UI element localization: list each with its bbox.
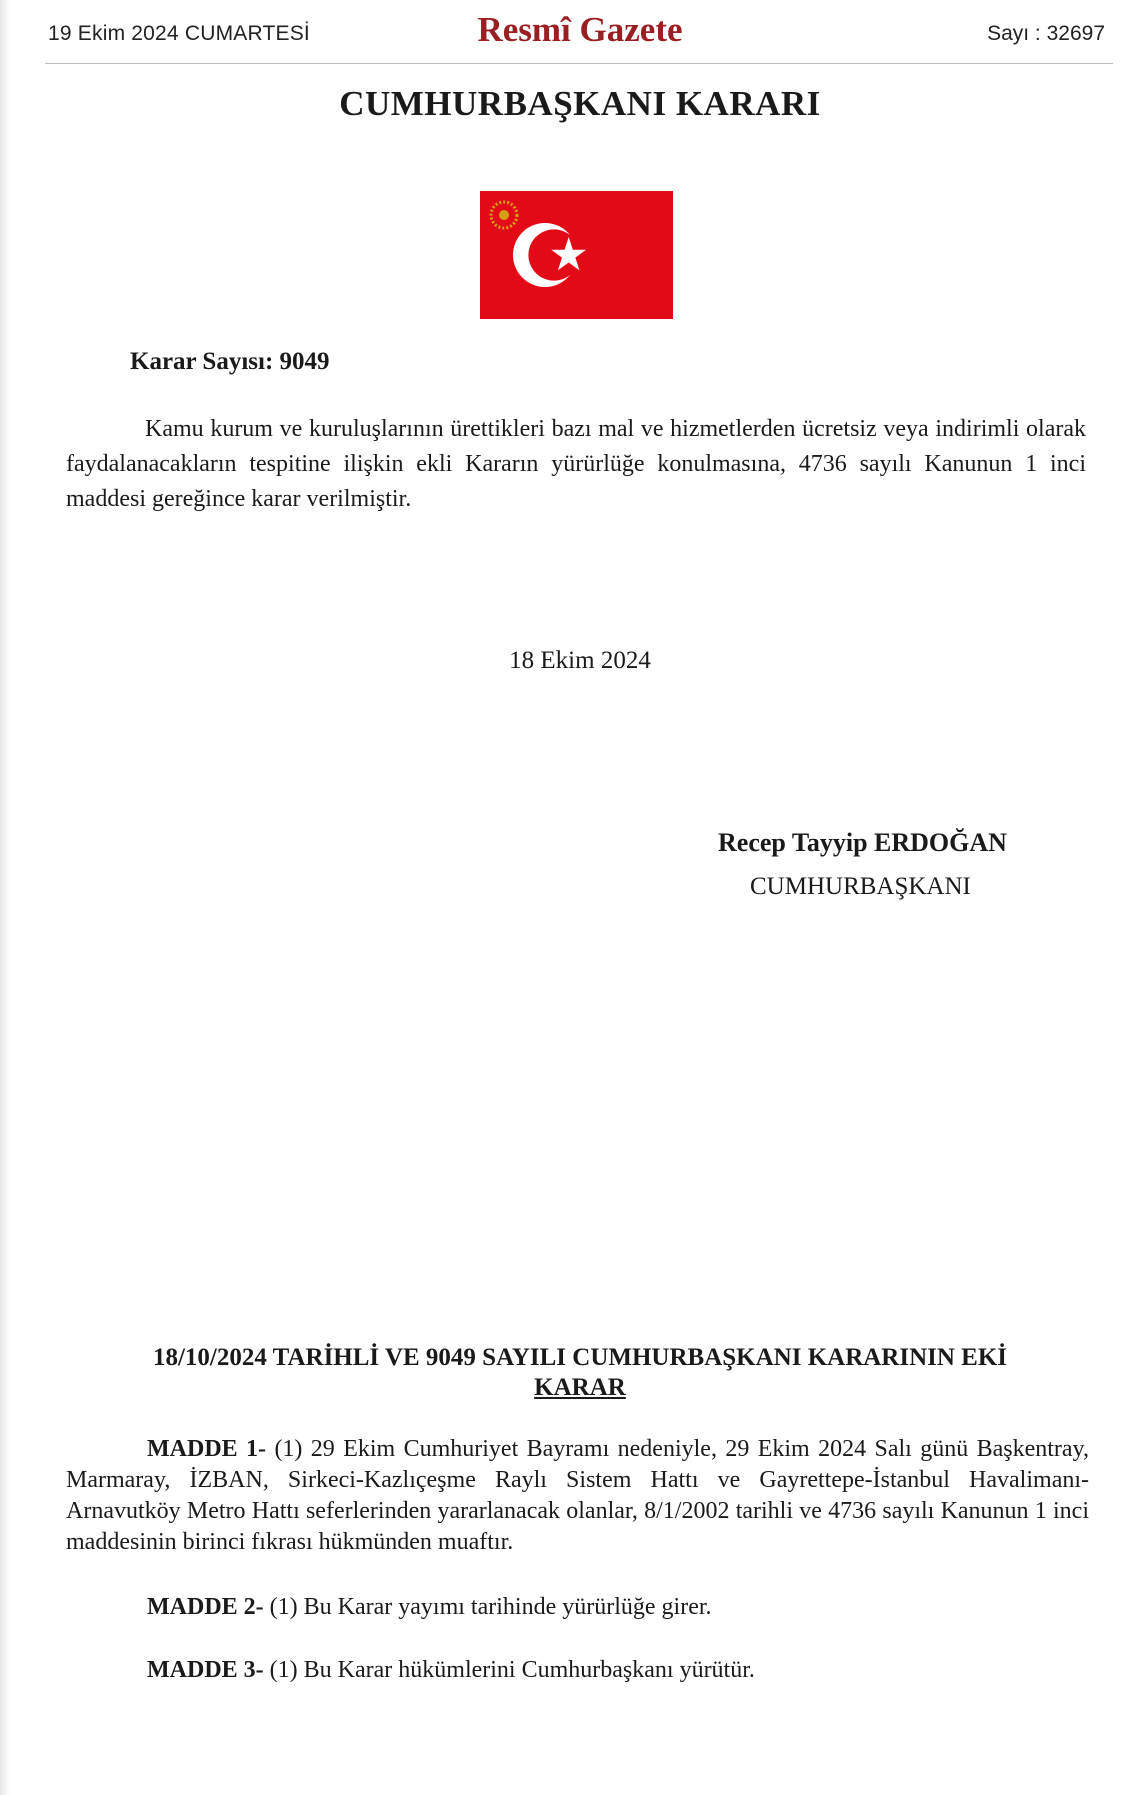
article-label: MADDE 2- [147,1594,264,1620]
signatory-title: CUMHURBAŞKANI [750,873,971,900]
signatory-name: Recep Tayyip ERDOĞAN [718,828,1007,857]
gazette-masthead: Resmî Gazete [477,10,683,49]
article-2 [147,1590,1087,1625]
article-label: MADDE 1- [147,1436,267,1462]
article-1 [66,1434,1089,1558]
article-text: (1) 29 Ekim Cumhuriyet Bayramı nedeniyle, 29 Ekim 2024 Salı günü Başkentray, Marmaray, İZBAN, Sirkeci-Kazlıçeşme Raylı Sistem Hattı ve Gayrettepe-İstanbul Havalimanı-Arnavutköy Metro Hattı seferlerinden yararlanacak olanlar, 8/1/2002 tarihli ve 4736 sayılı Kanunun 1 inci maddesinin birinci fıkrası hükmünden muaftır. [66,1436,1090,1555]
document-heading: CUMHURBAŞKANI KARARI [339,84,821,123]
decision-date: 18 Ekim 2024 [509,647,651,674]
article-text: (1) Bu Karar yayımı tarihinde yürürlüğe girer. [269,1594,712,1620]
article-label: MADDE 3- [147,1657,264,1683]
issue-number: Sayı : 32697 [987,22,1105,45]
annex-title: 18/10/2024 TARİHLİ VE 9049 SAYILI CUMHURBAŞKANI KARARININ EKİ [152,1344,1008,1371]
header-date: 19 Ekim 2024 CUMARTESİ [48,22,310,45]
decision-number: Karar Sayısı: 9049 [130,348,330,375]
page-edge [0,0,10,1795]
intro-paragraph: Kamu kurum ve kuruluşlarının ürettikleri bazı mal ve hizmetlerden ücretsiz veya indirimli olarak faydalanacakların tespitine ilişkin ekli Kararın yürürlüğe konulmasına, 4736 sayılı Kanunun 1 inci maddesi gereğince karar verilmiştir. [66,416,1086,512]
header-divider [45,63,1113,64]
article-text: (1) Bu Karar hükümlerini Cumhurbaşkanı yürütür. [269,1657,755,1683]
article-3 [147,1653,1087,1688]
turkish-flag-icon [480,191,673,319]
annex-subtitle: KARAR [534,1374,626,1401]
